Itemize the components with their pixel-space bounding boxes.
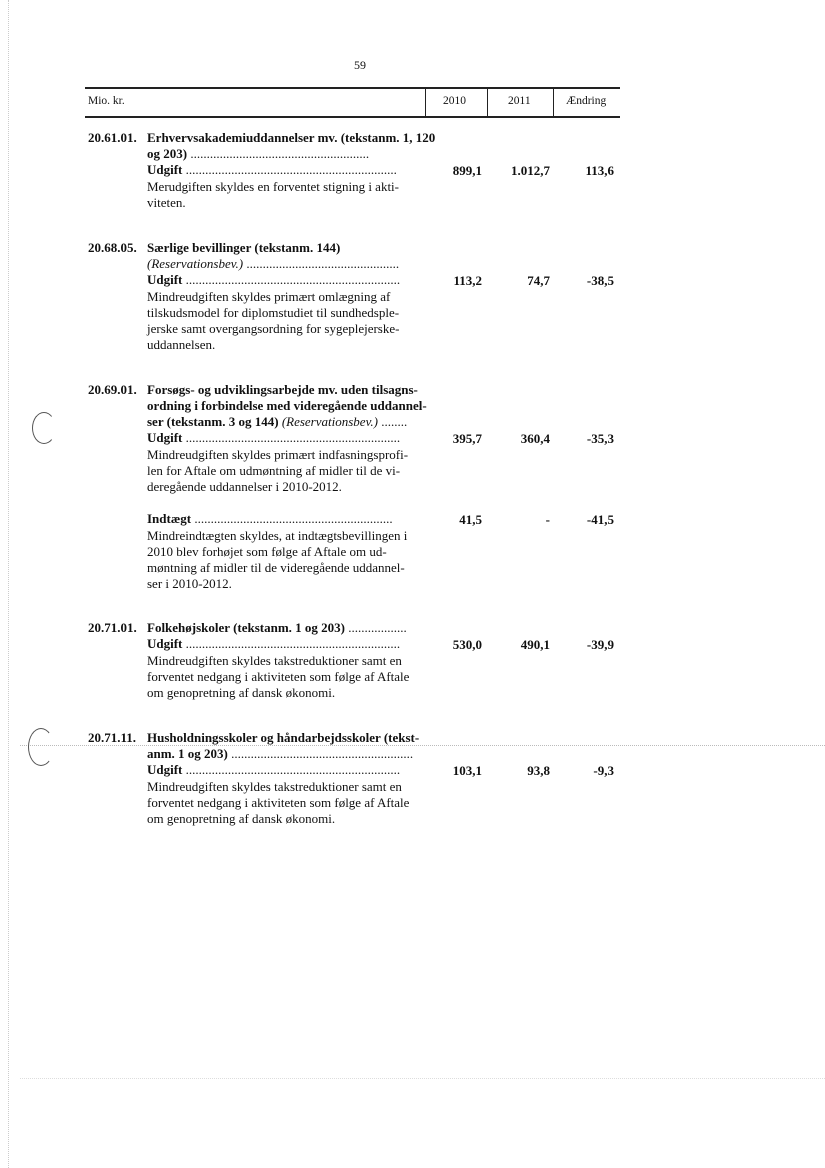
value-2011: 74,7 [527,273,550,288]
value-2011: 360,4 [520,431,550,446]
row-label: Udgift .................................................................. [147,762,401,777]
explanation-line: Mindreudgiften skyldes primært omlægning af [147,289,391,304]
punch-hole-mark [32,412,56,444]
value-2011: - [545,512,550,527]
explanation-line: len for Aftale om udmøntning af midler til de vi- [147,463,401,478]
entry-code: 20.61.01. [88,130,137,145]
value-change: -41,5 [586,512,614,527]
value-2010: 103,1 [452,763,482,778]
header-top-rule [85,87,620,89]
value-2010: 899,1 [452,163,482,178]
entry-title-line: Husholdningsskoler og håndarbejdsskoler (tekst- [147,730,420,745]
explanation-line: forventet nedgang i aktiviteten som følge af Aftale [147,669,410,684]
value-change: -35,3 [586,431,614,446]
explanation-line: Merudgiften skyldes en forventet stigning i akti- [147,179,400,194]
page-number: 59 [354,58,366,72]
row-label: Udgift .................................................................. [147,272,401,287]
explanation-line: om genopretning af dansk økonomi. [147,685,336,700]
value-change: 113,6 [585,163,614,178]
scan-margin-line [8,0,9,1168]
header-2010: 2010 [443,95,466,107]
header-2011: 2011 [508,95,531,107]
entry-title-line: og 203) ....................................................... [147,146,370,161]
entry-code: 20.69.01. [88,382,137,397]
header-bottom-rule [85,116,620,118]
entry-code: 20.71.01. [88,620,137,635]
value-change: -38,5 [586,273,614,288]
explanation-line: tilskudsmodel for diplomstudiet til sundhedsple- [147,305,400,320]
row-label: Indtægt ............................................................. [147,511,393,526]
explanation-line: Mindreindtægten skyldes, at indtægtsbevillingen i [147,528,408,543]
explanation-line: jerske samt overgangsordning for sygeplejerske- [147,321,400,336]
punch-hole-mark-lower [28,728,54,766]
value-2011: 93,8 [527,763,550,778]
explanation-line: forventet nedgang i aktiviteten som følge af Aftale [147,795,410,810]
entry-title-line: Folkehøjskoler (tekstanm. 1 og 203) .................. [147,620,407,635]
entry-title-line: ser (tekstanm. 3 og 144) (Reservationsbev.) ........ [147,414,408,429]
explanation-line: ser i 2010-2012. [147,576,232,591]
explanation-line: viteten. [147,195,186,210]
value-2010: 41,5 [459,512,482,527]
value-2010: 113,2 [453,273,482,288]
value-change: -9,3 [593,763,614,778]
explanation-line: om genopretning af dansk økonomi. [147,811,336,826]
entry-title-line: Erhvervsakademiuddannelser mv. (tekstanm. 1, 120 [147,130,436,145]
explanation-line: Mindreudgiften skyldes takstreduktioner samt en [147,653,402,668]
entry-title-line: Særlige bevillinger (tekstanm. 144) [147,240,341,255]
explanation-line: uddannelsen. [147,337,216,352]
entry-subtitle: (Reservationsbev.) ............................................... [147,256,400,271]
header-divider-2 [487,88,488,116]
header-unit: Mio. kr. [88,95,125,107]
entry-title-line: Forsøgs- og udviklingsarbejde mv. uden tilsagns- [147,382,418,397]
row-label: Udgift .................................................................. [147,636,401,651]
scan-fold-line [20,745,825,746]
value-2011: 1.012,7 [511,163,550,178]
explanation-line: Mindreudgiften skyldes primært indfasningsprofi- [147,447,409,462]
value-change: -39,9 [586,637,614,652]
row-label: Udgift .................................................................. [147,430,401,445]
entry-title-line: ordning i forbindelse med videregående uddannel- [147,398,427,413]
explanation-line: deregående uddannelser i 2010-2012. [147,479,342,494]
entry-title-line: anm. 1 og 203) ........................................................ [147,746,414,761]
entry-code: 20.68.05. [88,240,137,255]
explanation-line: Mindreudgiften skyldes takstreduktioner samt en [147,779,402,794]
value-2010: 530,0 [452,637,482,652]
header-divider-1 [425,88,426,116]
header-change: Ændring [566,95,607,107]
row-label: Udgift ................................................................. [147,162,397,177]
value-2010: 395,7 [452,431,482,446]
value-2011: 490,1 [520,637,550,652]
scan-fold-line-lower [20,1078,825,1079]
explanation-line: 2010 blev forhøjet som følge af Aftale om ud- [147,544,387,559]
explanation-line: møntning af midler til de videregående uddannel- [147,560,405,575]
header-divider-3 [553,88,554,116]
entry-code: 20.71.11. [88,730,137,745]
